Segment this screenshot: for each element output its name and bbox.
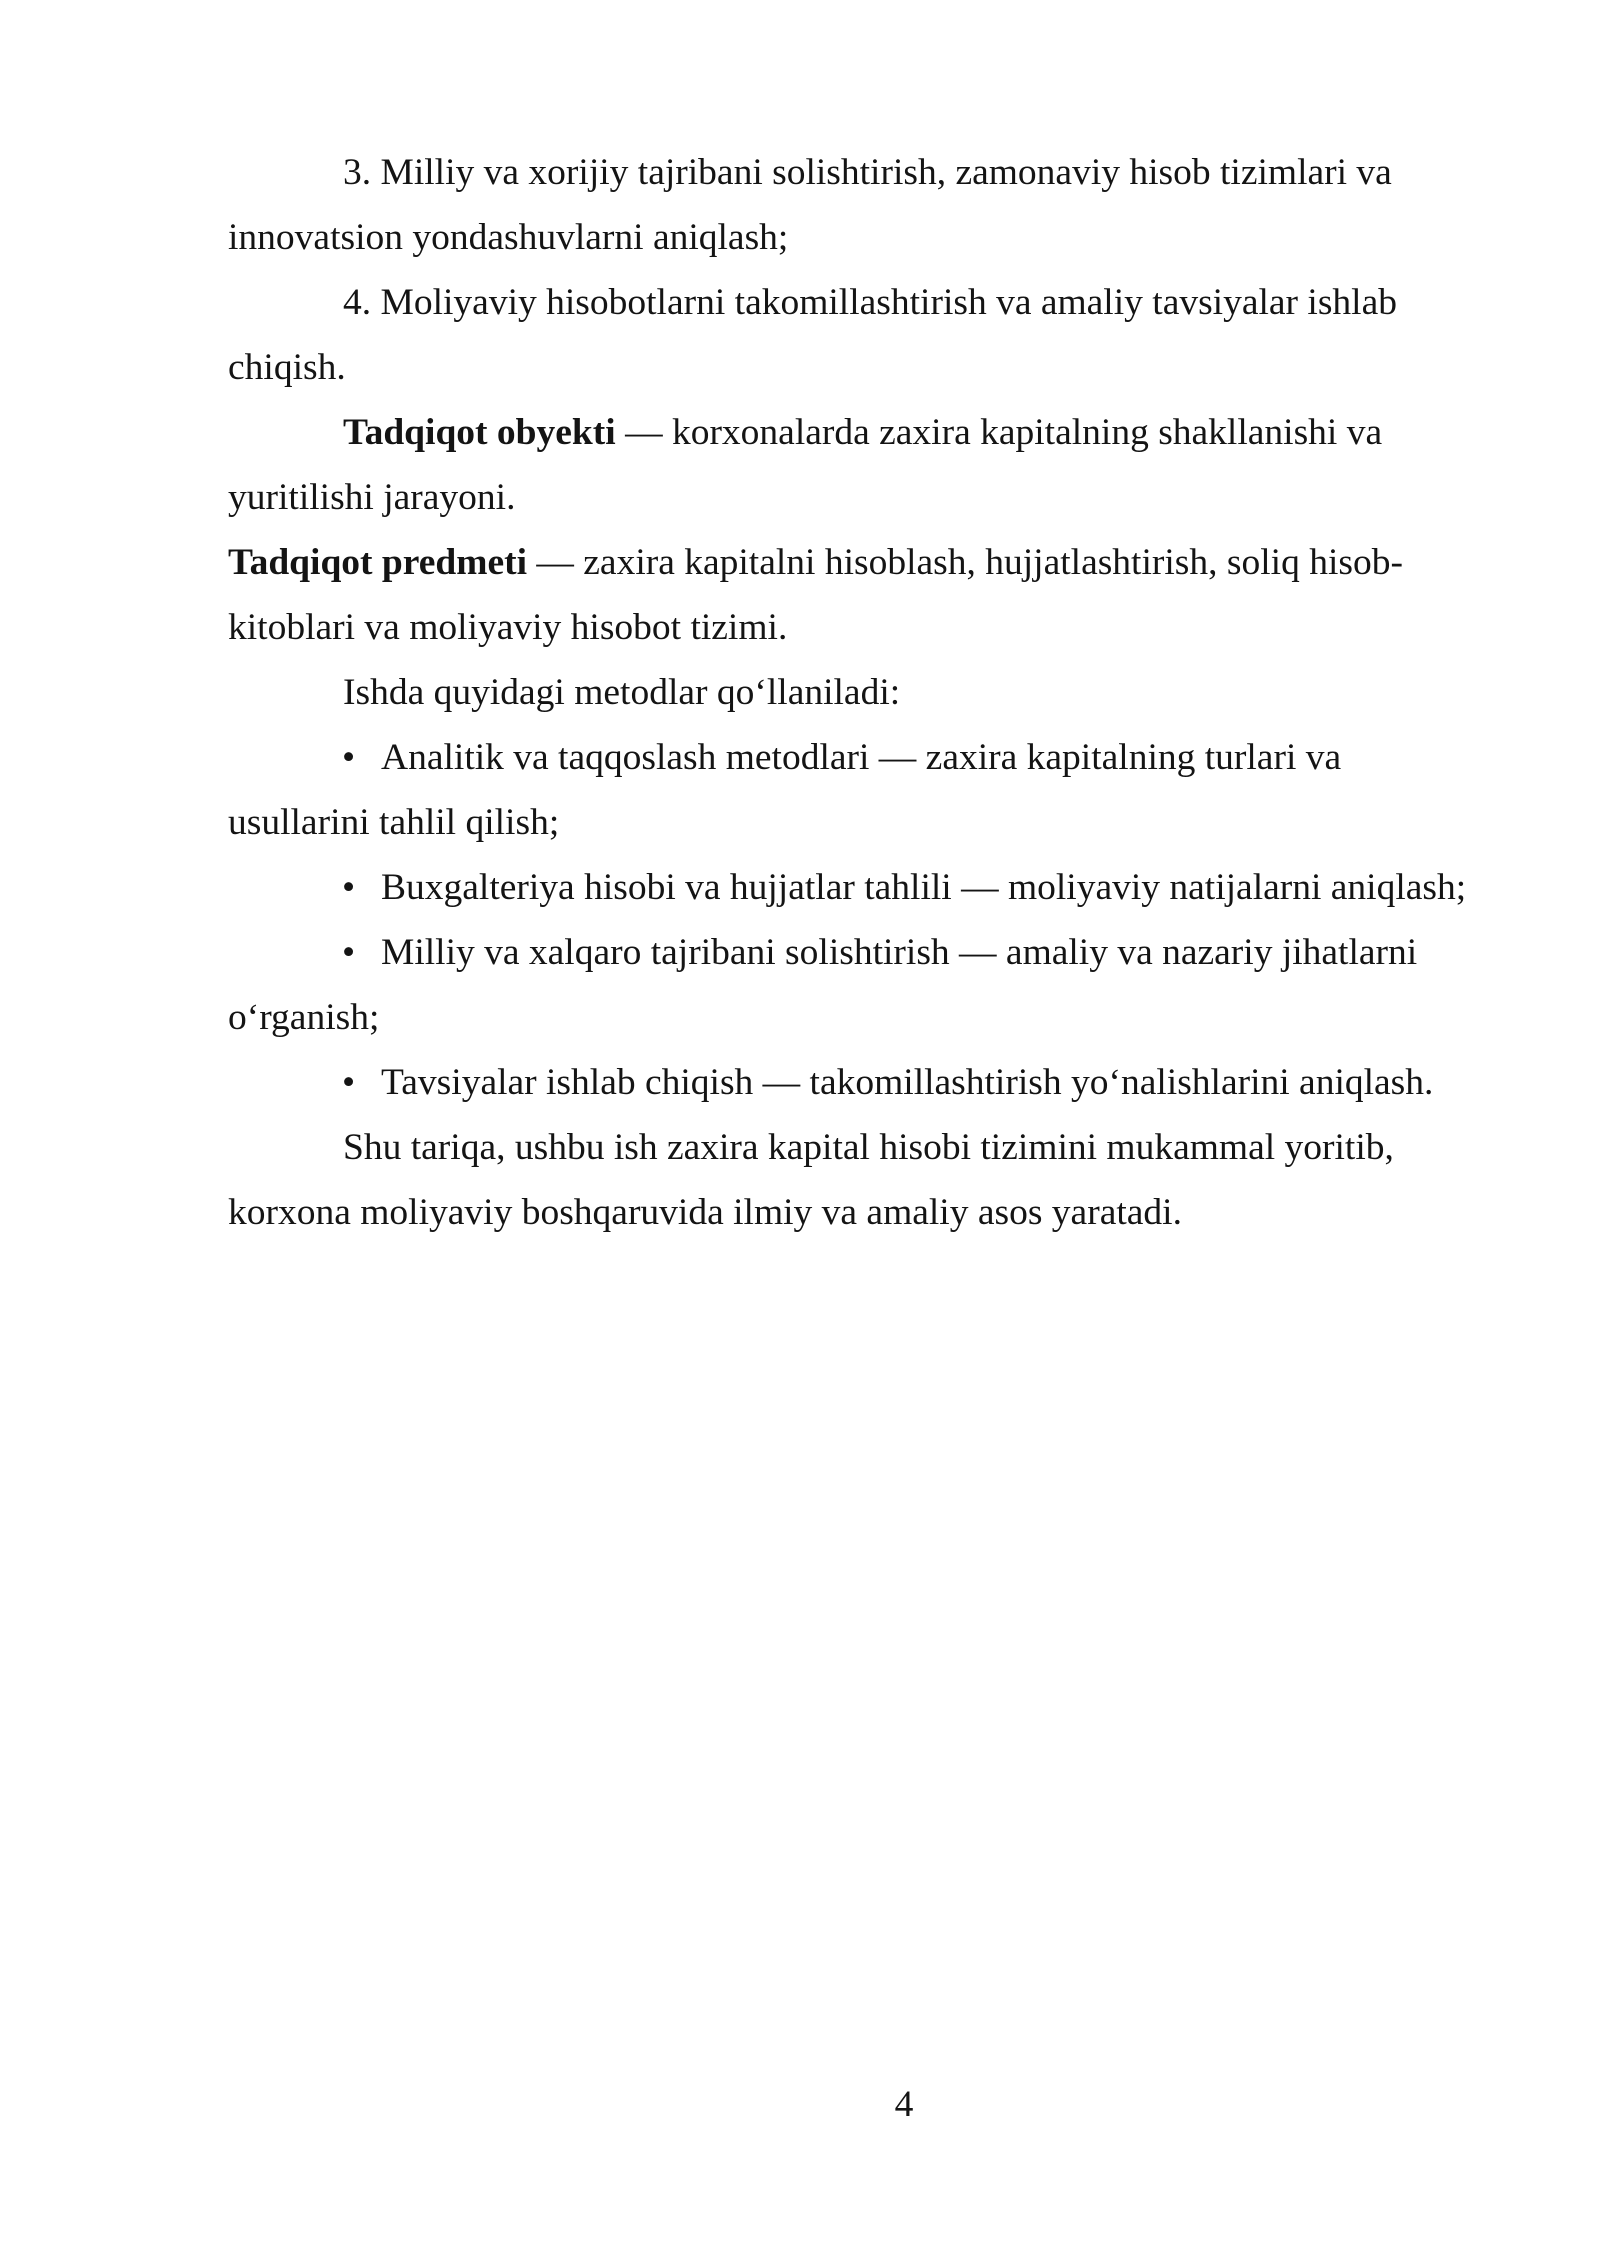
- paragraph-methods-intro: [228, 660, 1528, 725]
- text-line: usullarini tahlil qilish;: [228, 802, 560, 843]
- text-line: yuritilishi jarayoni.: [228, 477, 516, 518]
- document-body: [228, 140, 1528, 1245]
- paragraph-task-4: [228, 270, 1528, 400]
- bullet-icon: •: [342, 1062, 356, 1103]
- bullet-item: [228, 1050, 1528, 1115]
- text-line: o‘rganish;: [228, 997, 380, 1038]
- text-line: kitoblari va moliyaviy hisobot tizimi.: [228, 607, 788, 648]
- text-line: innovatsion yondashuvlarni aniqlash;: [228, 217, 789, 258]
- bullet-text: Buxgalteriya hisobi va hujjatlar tahlili — moliyaviy natijalarni aniqlash;: [381, 867, 1467, 908]
- bullet-text: Milliy va xalqaro tajribani solishtirish — amaliy va nazariy jihatlarni: [381, 932, 1418, 973]
- paragraph-conclusion: [228, 1115, 1528, 1245]
- page-number: 4: [894, 2084, 914, 2125]
- term-label: Tadqiqot obyekti: [343, 412, 616, 453]
- term-definition: — korxonalarda zaxira kapitalning shakllanishi va: [615, 412, 1383, 453]
- bullet-line: [228, 855, 1528, 920]
- term-label: Tadqiqot predmeti: [228, 542, 528, 583]
- text-line: korxona moliyaviy boshqaruvida ilmiy va amaliy asos yaratadi.: [228, 1192, 1182, 1233]
- bullet-text: Tavsiyalar ishlab chiqish — takomillashtirish yo‘nalishlarini aniqlash.: [381, 1062, 1434, 1103]
- bullet-line: [228, 920, 1528, 985]
- text-line: chiqish.: [228, 347, 346, 388]
- term-definition: — zaxira kapitalni hisoblash, hujjatlashtirish, soliq hisob-: [527, 542, 1403, 583]
- paragraph-research-subject: [228, 530, 1528, 660]
- bullet-item: [228, 725, 1528, 855]
- bullet-line: [228, 725, 1528, 790]
- paragraph-research-object: [228, 400, 1528, 530]
- bullet-icon: •: [342, 867, 356, 908]
- bullet-icon: •: [342, 737, 356, 778]
- paragraph-task-3: [228, 140, 1528, 270]
- bullet-text: Analitik va taqqoslash metodlari — zaxira kapitalning turlari va: [381, 737, 1342, 778]
- text-line: 4. Moliyaviy hisobotlarni takomillashtirish va amaliy tavsiyalar ishlab: [343, 282, 1397, 323]
- text-line: [228, 530, 1528, 595]
- text-line: Shu tariqa, ushbu ish zaxira kapital hisobi tizimini mukammal yoritib,: [343, 1127, 1394, 1168]
- bullet-line: [228, 1050, 1528, 1115]
- bullet-item: [228, 920, 1528, 1050]
- bullet-icon: •: [342, 932, 356, 973]
- bullet-list-methods: [228, 725, 1528, 1115]
- bullet-item: [228, 855, 1528, 920]
- text-line: Ishda quyidagi metodlar qo‘llaniladi:: [343, 672, 901, 713]
- text-line: [228, 400, 1528, 465]
- text-line: 3. Milliy va xorijiy tajribani solishtirish, zamonaviy hisob tizimlari va: [343, 152, 1392, 193]
